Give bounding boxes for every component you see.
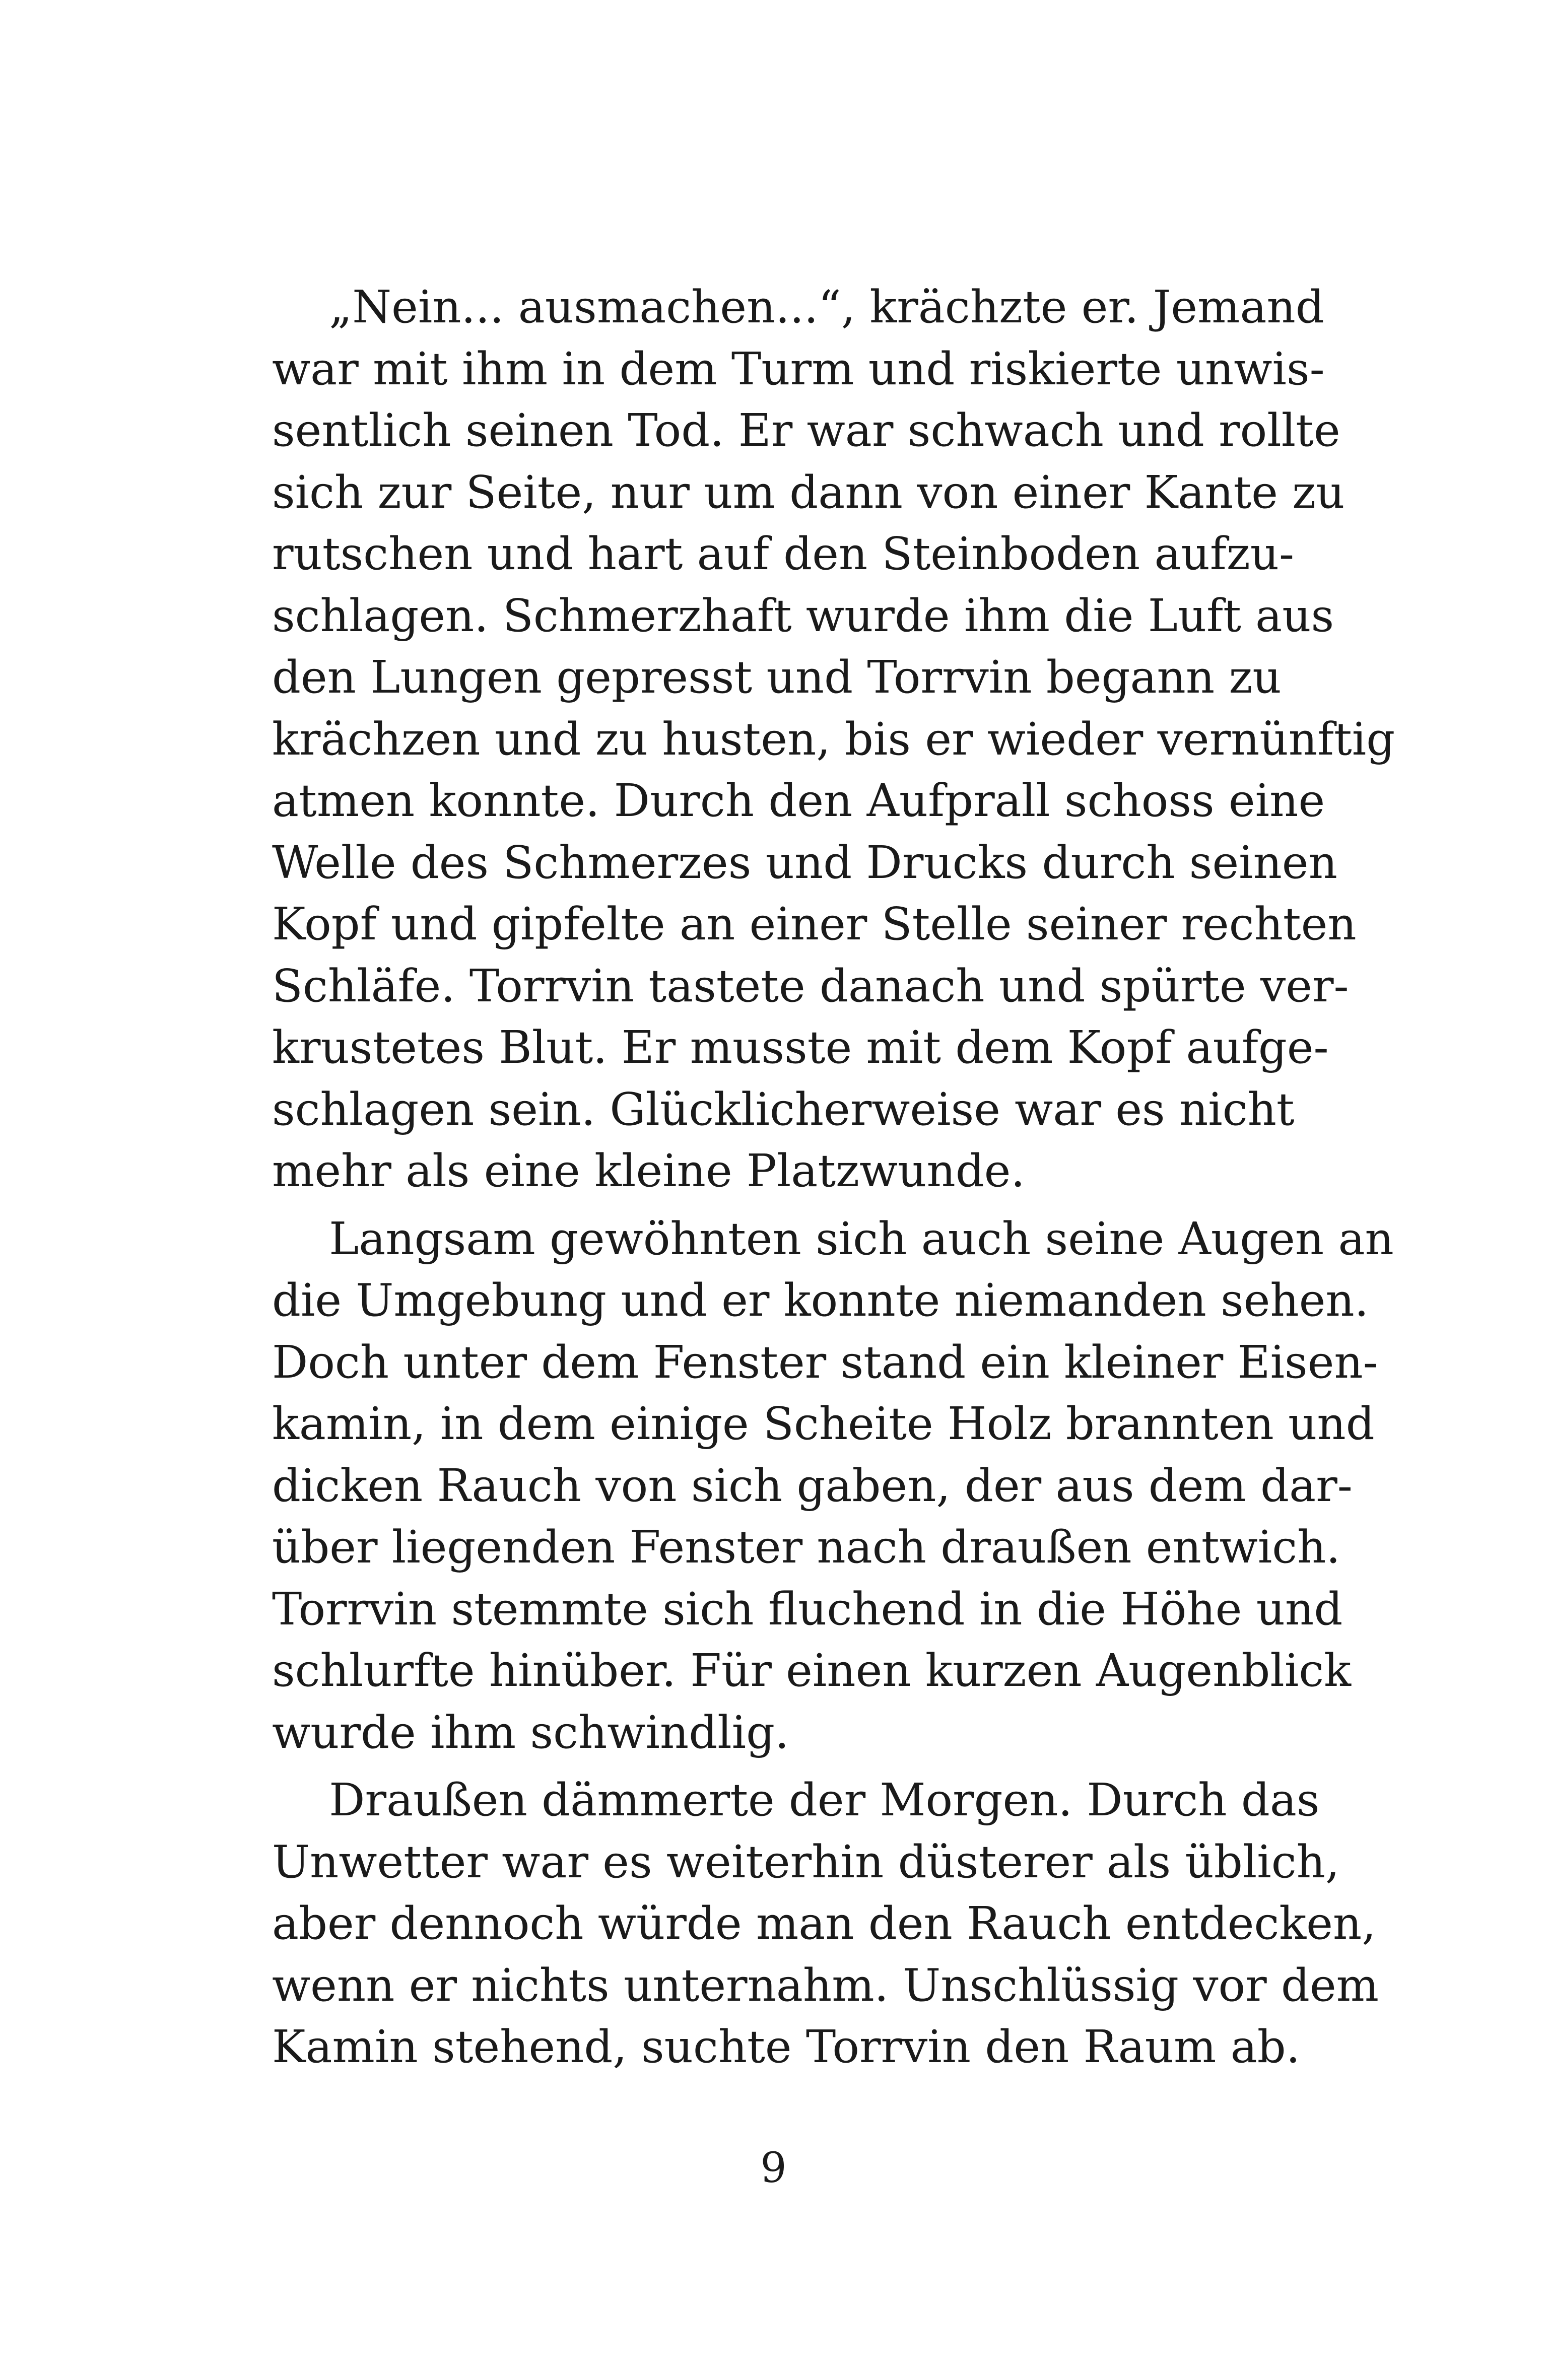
text-line: schlagen. Schmerzhaft wurde ihm die Luft aus — [272, 589, 1334, 642]
paragraph-1 — [272, 276, 1395, 1202]
text-line: sentlich seinen Tod. Er war schwach und rollte — [272, 404, 1340, 456]
text-line: wenn er nichts unternahm. Unschlüssig vor dem — [272, 1958, 1379, 2011]
page-number: 9 — [760, 2144, 787, 2192]
text-line: Langsam gewöhnten sich auch seine Augen an — [272, 1212, 1394, 1265]
text-line: den Lungen gepresst und Torrvin begann zu — [272, 651, 1282, 703]
text-line: rutschen und hart auf den Steinboden aufzu- — [272, 527, 1295, 580]
text-line: Unwetter war es weiterhin düsterer als üblich, — [272, 1835, 1340, 1888]
text-line: mehr als eine kleine Platzwunde. — [272, 1144, 1025, 1197]
text-line: wurde ihm schwindlig. — [272, 1706, 789, 1758]
paragraph-2 — [272, 1208, 1394, 1763]
text-line: aber dennoch würde man den Rauch entdecken, — [272, 1897, 1376, 1949]
text-line: Draußen dämmerte der Morgen. Durch das — [272, 1774, 1320, 1826]
text-line: Welle des Schmerzes und Drucks durch seinen — [272, 836, 1337, 889]
text-line: schlagen sein. Glücklicherweise war es nicht — [272, 1082, 1295, 1135]
text-line: die Umgebung und er konnte niemanden sehen. — [272, 1274, 1369, 1326]
text-line: sich zur Seite, nur um dann von einer Kante zu — [272, 465, 1345, 518]
text-line: war mit ihm in dem Turm und riskierte unwis- — [272, 342, 1325, 395]
text-line: krustetes Blut. Er musste mit dem Kopf aufge- — [272, 1021, 1329, 1073]
text-line: über liegenden Fenster nach draußen entwich. — [272, 1521, 1340, 1573]
text-line: atmen konnte. Durch den Aufprall schoss eine — [272, 774, 1325, 827]
text-line: Torrvin stemmte sich fluchend in die Höhe und — [272, 1582, 1343, 1635]
text-line: schlurfte hinüber. Für einen kurzen Augenblick — [272, 1644, 1352, 1696]
text-line: kamin, in dem einige Scheite Holz brannten und — [272, 1397, 1375, 1450]
paragraph-3 — [272, 1769, 1379, 2078]
text-line: Schläfe. Torrvin tastete danach und spürte ver- — [272, 959, 1349, 1012]
text-line: krächzen und zu husten, bis er wieder vernünftig — [272, 712, 1395, 765]
text-line: „Nein... ausmachen...“, krächzte er. Jemand — [272, 281, 1324, 333]
body-text — [272, 276, 1395, 2084]
text-line: dicken Rauch von sich gaben, der aus dem dar- — [272, 1459, 1353, 1512]
text-line: Kamin stehend, suchte Torrvin den Raum ab. — [272, 2020, 1301, 2073]
text-line: Kopf und gipfelte an einer Stelle seiner rechten — [272, 898, 1357, 950]
text-line: Doch unter dem Fenster stand ein kleiner Eisen- — [272, 1335, 1378, 1388]
